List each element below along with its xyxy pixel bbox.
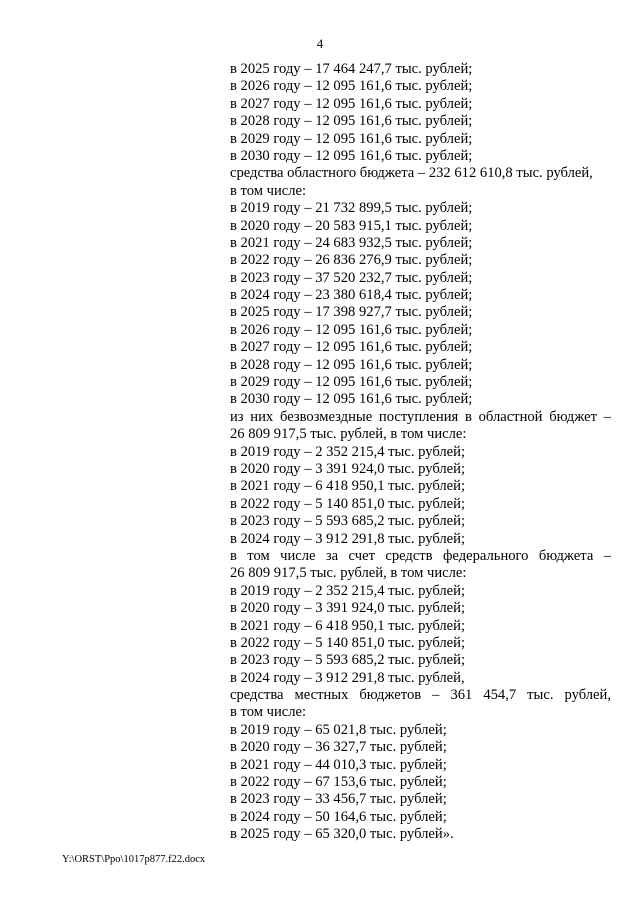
- text-line: в 2022 году – 5 140 851,0 тыс. рублей;: [230, 495, 466, 512]
- text-line: в 2021 году – 24 683 932,5 тыс. рублей;: [230, 234, 473, 251]
- footer-file-path: Y:\ORST\Ppo\1017p877.f22.docx: [62, 854, 206, 865]
- text-line: в 2026 году – 12 095 161,6 тыс. рублей;: [230, 321, 473, 338]
- text-line: в 2019 году – 65 021,8 тыс. рублей;: [230, 721, 447, 738]
- text-line: в том числе за счет средств федерального бюджета –: [230, 547, 611, 564]
- text-line: в 2025 году – 17 398 927,7 тыс. рублей;: [230, 304, 473, 321]
- text-line: в 2023 году – 37 520 232,7 тыс. рублей;: [230, 269, 473, 286]
- text-line: в 2020 году – 3 391 924,0 тыс. рублей;: [230, 600, 466, 617]
- text-line: в 2030 году – 12 095 161,6 тыс. рублей;: [230, 391, 473, 408]
- text-line: в том числе:: [230, 182, 307, 199]
- text-line: в 2019 году – 2 352 215,4 тыс. рублей;: [230, 443, 466, 460]
- text-line: в 2023 году – 33 456,7 тыс. рублей;: [230, 791, 447, 808]
- text-line: в 2027 году – 12 095 161,6 тыс. рублей;: [230, 95, 473, 112]
- text-line: в 2022 году – 5 140 851,0 тыс. рублей;: [230, 634, 466, 651]
- text-line: средства местных бюджетов – 361 454,7 тыс. рублей,: [230, 687, 611, 704]
- text-line: в 2022 году – 26 836 276,9 тыс. рублей;: [230, 252, 473, 269]
- text-line: в 2021 году – 44 010,3 тыс. рублей;: [230, 756, 447, 773]
- text-line: в 2021 году – 6 418 950,1 тыс. рублей;: [230, 478, 466, 495]
- text-line: из них безвозмездные поступления в областной бюджет –: [230, 408, 611, 425]
- document-body: [230, 61, 611, 844]
- text-line: в 2020 году – 3 391 924,0 тыс. рублей;: [230, 460, 466, 477]
- text-line: в 2024 году – 3 912 291,8 тыс. рублей;: [230, 530, 466, 547]
- text-line: в 2027 году – 12 095 161,6 тыс. рублей;: [230, 339, 473, 356]
- text-line: в 2029 году – 12 095 161,6 тыс. рублей;: [230, 374, 473, 391]
- text-line: средства областного бюджета – 232 612 610,8 тыс. рублей,: [230, 165, 593, 182]
- text-line: в 2019 году – 21 732 899,5 тыс. рублей;: [230, 200, 473, 217]
- text-line: в 2028 году – 12 095 161,6 тыс. рублей;: [230, 113, 473, 130]
- text-line: в 2020 году – 20 583 915,1 тыс. рублей;: [230, 217, 473, 234]
- text-line: в 2026 году – 12 095 161,6 тыс. рублей;: [230, 78, 473, 95]
- text-line: в 2023 году – 5 593 685,2 тыс. рублей;: [230, 652, 466, 669]
- text-line: в том числе:: [230, 704, 307, 721]
- page-number: 4: [316, 36, 324, 51]
- text-line: в 2019 году – 2 352 215,4 тыс. рублей;: [230, 582, 466, 599]
- text-line: в 2020 году – 36 327,7 тыс. рублей;: [230, 739, 447, 756]
- text-line: в 2022 году – 67 153,6 тыс. рублей;: [230, 774, 447, 791]
- text-line: 26 809 917,5 тыс. рублей, в том числе:: [230, 565, 467, 582]
- text-line: в 2024 году – 50 164,6 тыс. рублей;: [230, 808, 447, 825]
- text-line: в 2025 году – 65 320,0 тыс. рублей».: [230, 826, 454, 843]
- text-line: в 2023 году – 5 593 685,2 тыс. рублей;: [230, 513, 466, 530]
- text-line: в 2021 году – 6 418 950,1 тыс. рублей;: [230, 617, 466, 634]
- text-line: в 2024 году – 23 380 618,4 тыс. рублей;: [230, 287, 473, 304]
- text-line: в 2030 году – 12 095 161,6 тыс. рублей;: [230, 147, 473, 164]
- text-line: в 2025 году – 17 464 247,7 тыс. рублей;: [230, 61, 473, 77]
- text-line: в 2024 году – 3 912 291,8 тыс. рублей,: [230, 669, 465, 686]
- text-line: в 2028 году – 12 095 161,6 тыс. рублей;: [230, 356, 473, 373]
- text-line: в 2029 году – 12 095 161,6 тыс. рублей;: [230, 130, 473, 147]
- text-line: 26 809 917,5 тыс. рублей, в том числе:: [230, 426, 467, 443]
